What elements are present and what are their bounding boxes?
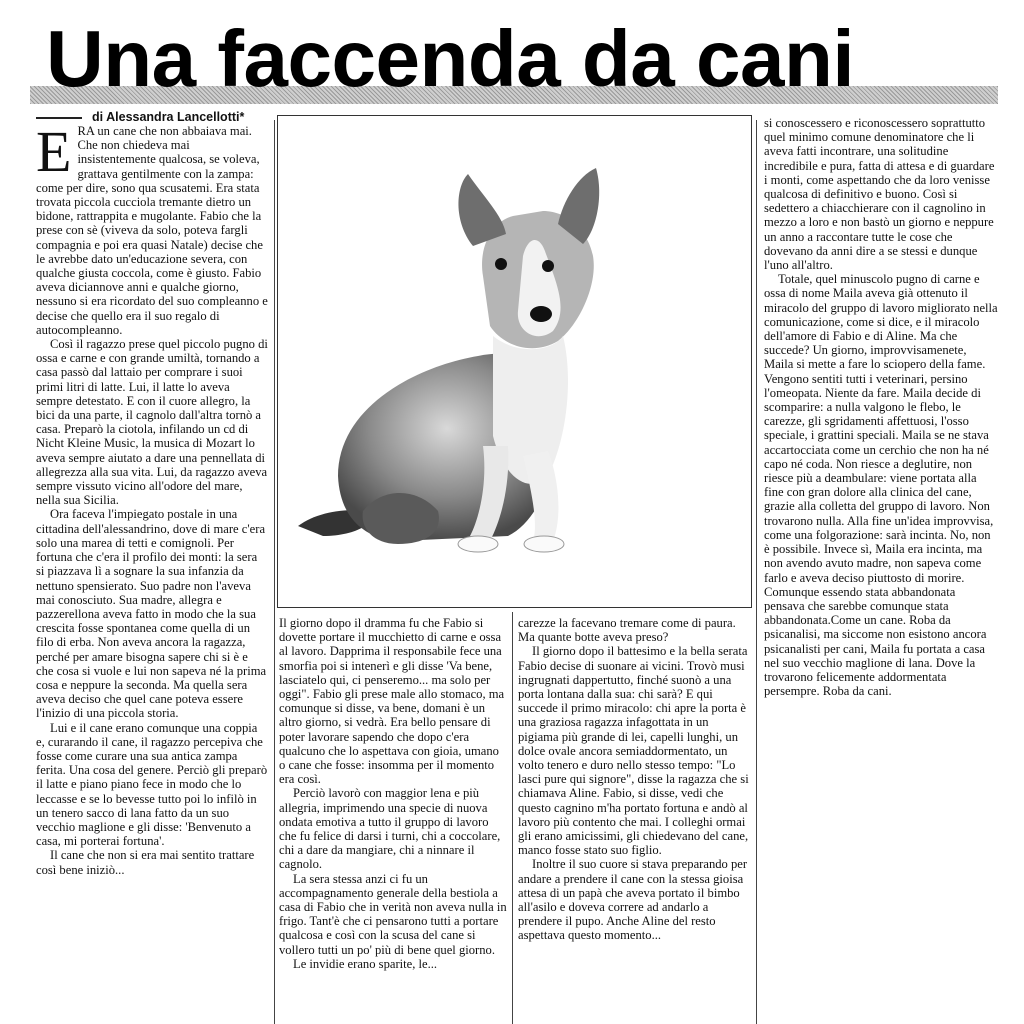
column-divider-1 bbox=[274, 120, 275, 1024]
dog-photo bbox=[277, 115, 752, 608]
article-paragraph: Ora faceva l'impiegato postale in una cittadina dell'alessandrino, dove di mare c'era solo una marea di tetti e comignoli. Per fortuna che c'era il profilo dei monti: la sera si piazzava lì a sognare la sua infanzia da nettuno spensierato. Suo padre non l'aveva mai conosciuto. Sua madre, allegra e pazzerellona aveva fatto in modo che la sua crescita fosse spontanea come quella di un filo di erba. Non aveva ancora la ragazza, perché per amare bisogna sapere chi si è e che cosa si vuole e lui non sapeva né la prima cosa e neppure la seconda. Ma quella sera aveva deciso che quel cane poteva essere l'inizio di una piccola storia. bbox=[36, 507, 267, 721]
column-divider-2 bbox=[512, 612, 513, 1024]
article-paragraph: Il giorno dopo il dramma fu che Fabio si dovette portare il mucchietto di carne e ossa al lavoro. Dapprima il responsabile fece una smorfia poi si intenerì e gli disse 'Va bene, lasciatelo qui, ci penseremo... ma solo per oggi". Fabio gli prese male allo stomaco, ma comunque si disse, va bene, domani è un altro giorno, si vedrà. Era bello pensare di poter lavorare sapendo che dopo c'era qualcuno che lo aspettava con gioia, umano o cane che fosse: insomma per il momento era così. bbox=[279, 616, 505, 787]
article-paragraph: Il cane che non si era mai sentito trattare così bene iniziò... bbox=[36, 848, 255, 877]
article-paragraph: Inoltre il suo cuore si stava preparando per andare a prendere il cane con la stessa gioisa attesa di un papà che aveva portato il bimbo all'asilo e doveva correre ad andarlo a prendere il pupo. Anche Aline del resto aspettava questo momento... bbox=[518, 857, 748, 943]
column-divider-3 bbox=[756, 120, 757, 1024]
article-paragraph: Il giorno dopo il battesimo e la bella serata Fabio decise di suonare ai vicini. Trovò musi ingrugnati dappertutto, finché suonò a una porta lontana dalla sua: chi sarà? E qui succede il primo miracolo: chi apre la porta è una graziosa ragazza infagottata in un pigiama più grande di lei, capelli lunghi, un dolce ovale ancora semiaddormentato, un volto tenero e duro nello stesso tempo: "Lo lasci pure qui signore", disse la ragazza che si chiamava Aline. Fabio, si disse, vedi che questo cagnino m'ha portato fortuna e andò al lavoro più contento che mai. I colleghi ormai gli erano amicissimi, gli chiedevano del cane, manco fosse stato suo figlio. bbox=[518, 644, 749, 858]
article-paragraph: Le invidie erano sparite, le... bbox=[293, 956, 438, 971]
article-paragraph: Lui e il cane erano comunque una coppia e, curarando il cane, il ragazzo percepiva che fosse come curare una sua antica zampa ferita. Una cosa del genere. Perciò gli preparò il latte e piano piano fece in modo che lo leccasse e se lo bevesse tutto poi lo infilò in un tenero sacco di lana fatto da un suo vecchio maglione e gli disse: 'Benvenuto a casa, mi porterai fortuna'. bbox=[36, 720, 268, 849]
article-headline: Una faccenda da cani bbox=[46, 14, 855, 103]
article-paragraph: Così il ragazzo prese quel piccolo pugno di ossa e carne e con grande umiltà, tornando a casa passò dal lattaio per comprare i suoi primi litri di latte. Lui, il latte lo aveva sempre detestato. E con il cuore allegro, la bici da una parte, il cagnolo dall'altra tornò a casa. Preparò la ciotola, infilando un cd di Nicht Kleine Music, la musica di Mozart lo aveva sempre aiutato a dare una pennellata di allegrezza alla sua vita. Lui, da ragazzo aveva sempre vissuto vicino all'odore del mare, nella sua Sicilia. bbox=[36, 337, 268, 508]
article-column-3 bbox=[518, 616, 750, 1024]
article-paragraph: carezze la facevano tremare come di paura. Ma quante botte aveva preso? bbox=[518, 616, 736, 645]
article-column-2 bbox=[279, 616, 507, 1024]
article-paragraph: RA un cane che non abbaiava mai. Che non chiedeva mai insistentemente qualcosa, se voleva, grattava gentilmente con la zampa: come per dire, sono qua scusatemi. Era stata trovata piccola cucciola tremante dietro un bidone, rattrappita e mugolante. Fabio che la prese con sè (viveva da solo, poteva fargli compagnia e poi era quasi Natale) decise che le avrebbe dato un'educazione severa, con qualche giusta coccola, come è giusto. Fabio aveva diciannove anni e qualche giorno, nessuno si era ricordato del suo compleanno e decise che quello era il suo regalo di autocompleanno. bbox=[36, 124, 268, 337]
byline-rule bbox=[36, 117, 82, 119]
article-column-4 bbox=[764, 116, 998, 816]
article-column-1 bbox=[36, 124, 268, 1024]
article-paragraph: si conoscessero e riconoscessero soprattutto quel minimo comune denominatore che li aveva fatti incontrare, una solitudine incredibile e pura, fatta di attesa e di guardare i monti, come aspettando che da loro venisse qualcosa di definitivo e buono. Così si sedettero a chiacchierare con il cagnolino in mezzo a loro e non bastò un giorno e neppure un anno a raccontare tutte le cose che dovevano da anni dire a se stessi e dunque l'uno all'altro. bbox=[764, 116, 995, 273]
article-paragraph: La sera stessa anzi ci fu un accompagnamento generale della bestiola a casa di Fabio che in verità non aveva nulla in frigo. Tant'è che ci pensarono tutti a portare qualcosa e così con la scusa del cane si vollero tutti un po' più di bene quel giorno. bbox=[279, 871, 507, 957]
corgi-illustration bbox=[278, 116, 751, 607]
article-paragraph: Totale, quel minuscolo pugno di carne e ossa di nome Maila aveva già ottenuto il miracolo del gruppo di lavoro migliorato nella comunicazione, come si dice, e il miracolo dell'amore di Fabio e di Aline. Ma che succede? Un giorno, improvvisamenete, Maila si mette a fare lo sciopero della fame. Vengono sentiti tutti i veterinari, persino l'omeopata. Niente da fare. Maila decide di scomparire: a nulla valgono le flebo, le carezze, gli sgridamenti affettuosi, l'osso speciale, i grattini speciali. Maila se ne stava accartocciata come un cerchio che non ha né capo né coda. Non riesce a deglutire, non riesce più a deambulare: viene portata alla fine con gran dolore alla clinica del cane, grazie alla colletta del gruppo di lavoro. Non trovarono nulla. Alla fine un'idea improvvisa, come una folgorazione: sarà incinta. No, non è possibile. Invece sì, Maila era incinta, ma non avendo avuto madre, non sapeva come farlo e aveva deciso piuttosto di morire. Comunque essendo stata abbandonata pensava che sarebbe comunque stata abbandonata.Come un cane. Roba da psicanalisi, ma siccome non esistono ancora psicanalisti per cani, Maila fu portata a casa nel suo vecchio maglione di lana. Dove la trovarono felicemente addormentata persempre. Roba da cani. bbox=[764, 272, 998, 699]
article-paragraph: Perciò lavorò con maggior lena e più allegria, imprimendo una specie di nuova ondata emotiva a tutto il gruppo di lavoro che fu felice di darsi i turni, chi a coccolare, chi a dare da mangiare, chi a ninnare il cagnolo. bbox=[279, 786, 501, 872]
drop-cap: E bbox=[36, 124, 72, 184]
article-byline: di Alessandra Lancellotti* bbox=[92, 110, 245, 124]
